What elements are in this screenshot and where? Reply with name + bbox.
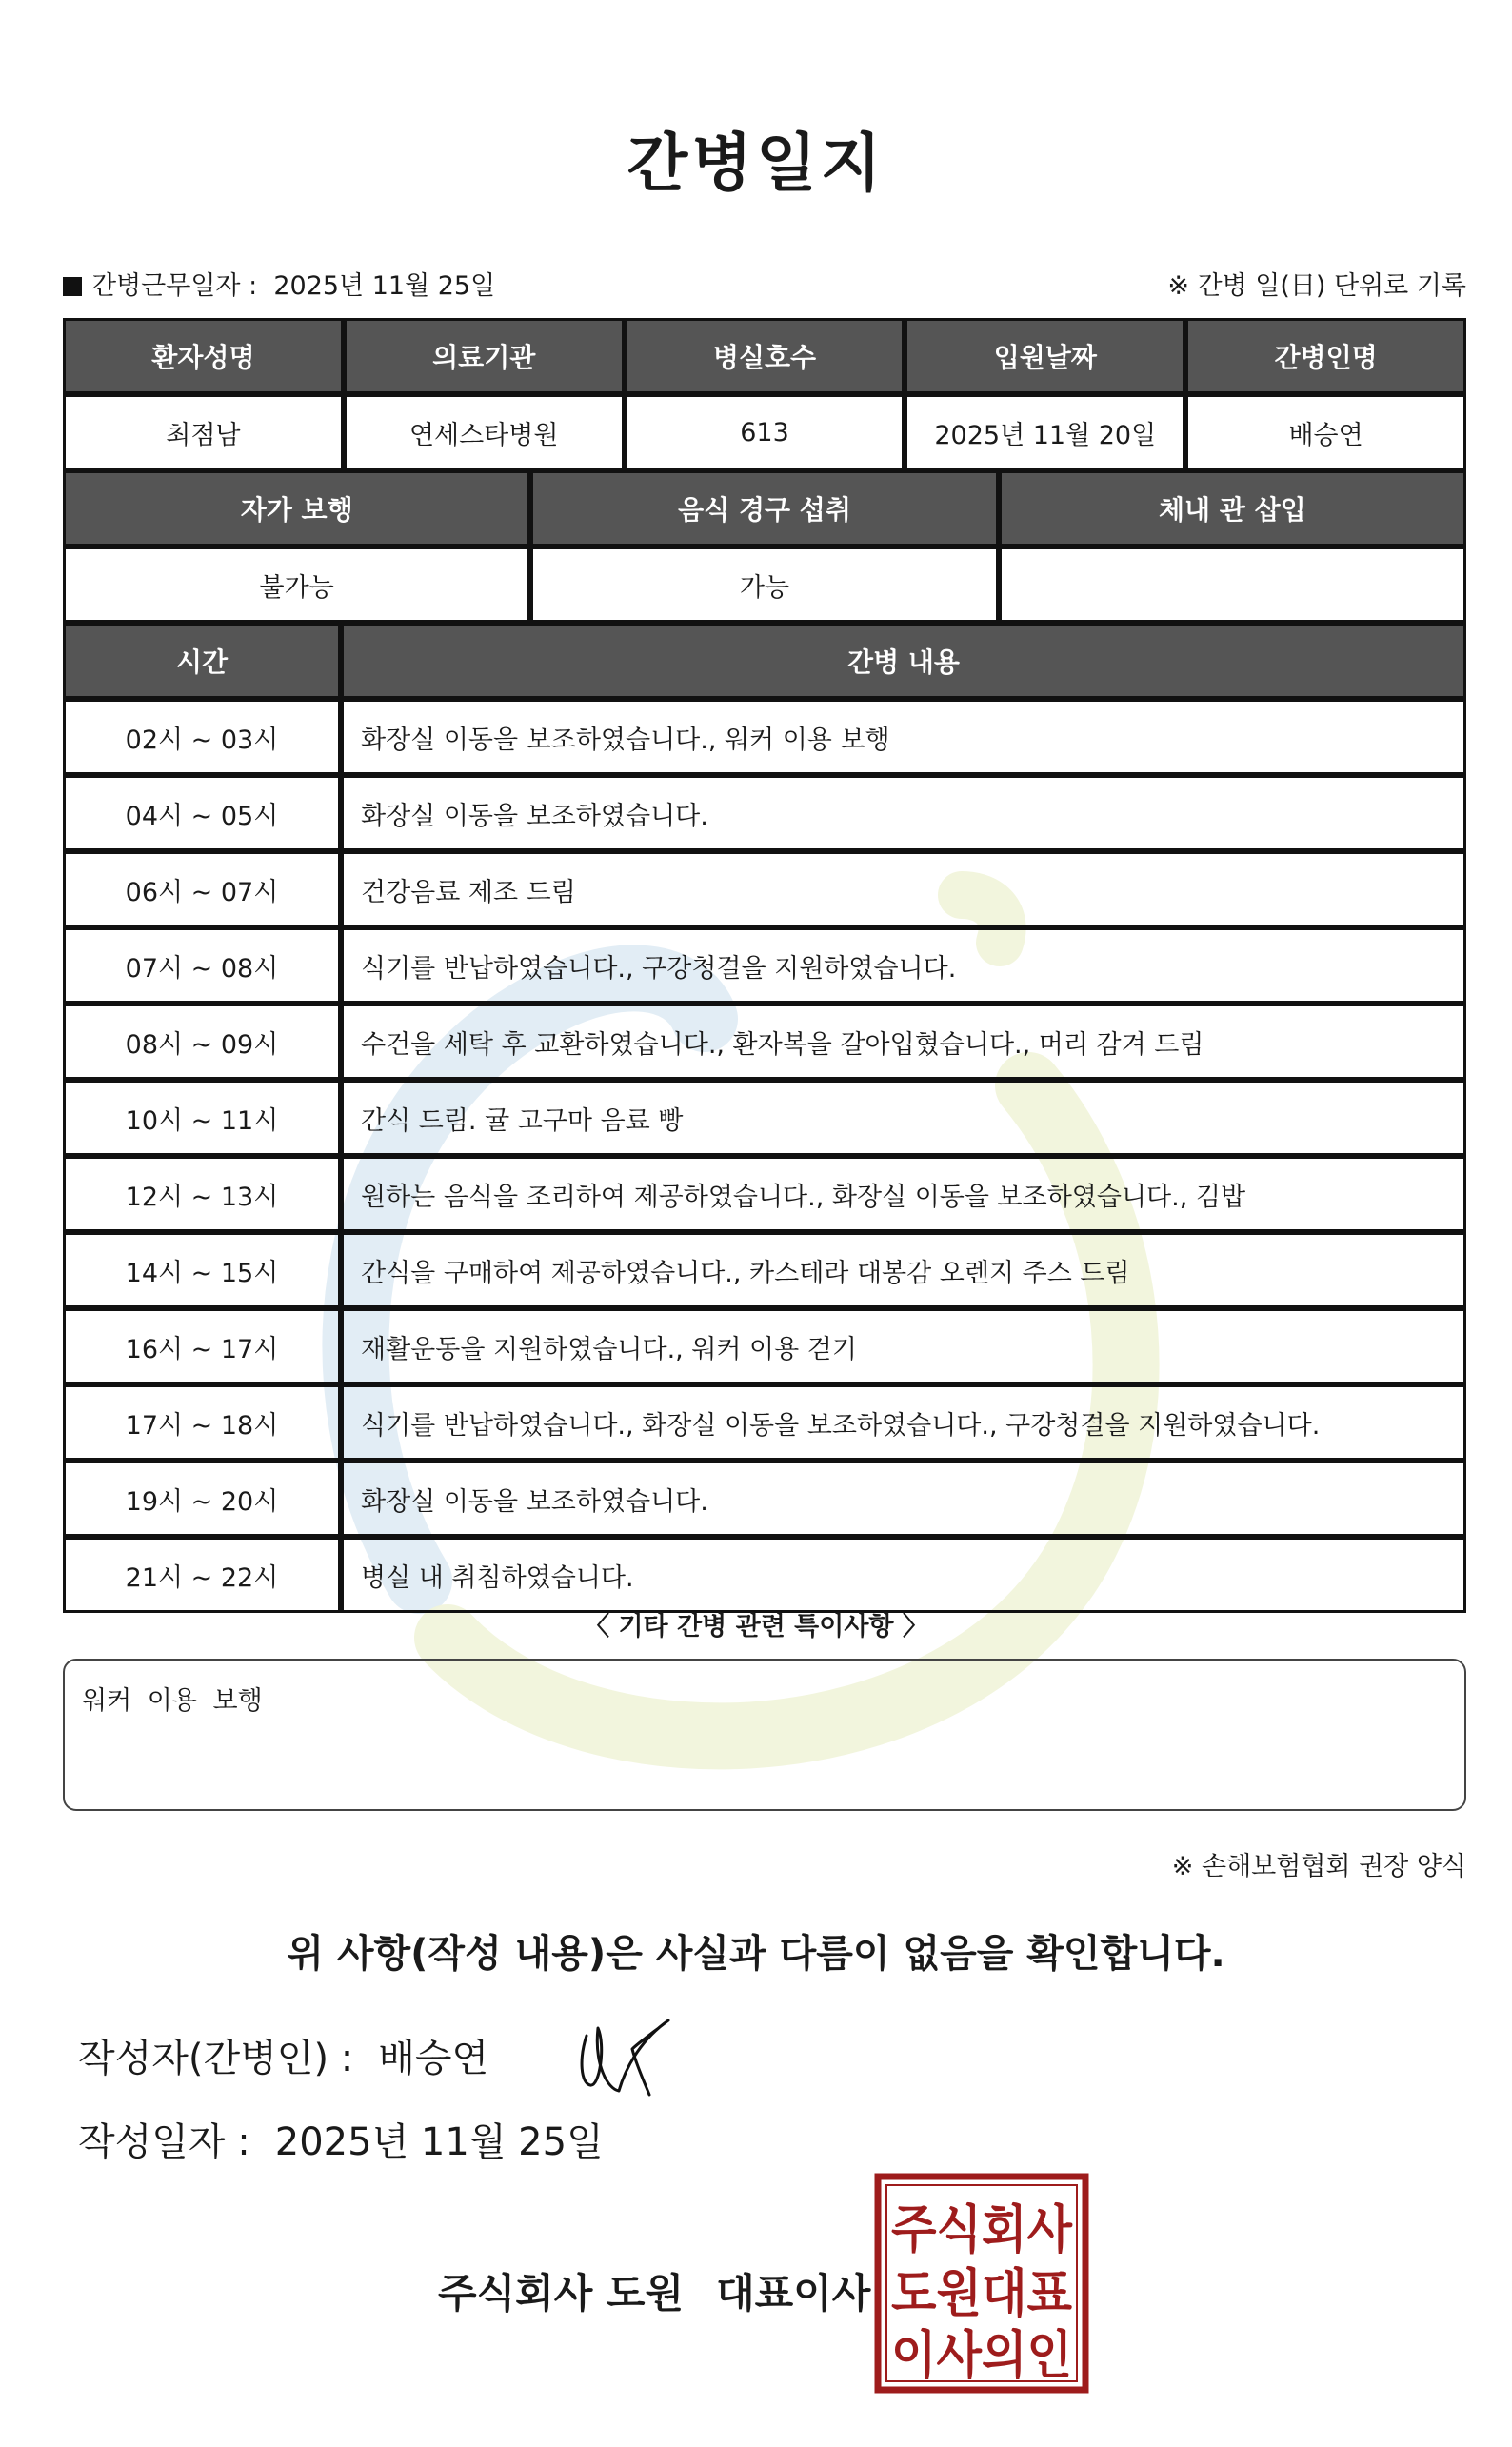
- header-hospital: 의료기관: [344, 318, 625, 394]
- company-name: 주식회사 도원: [438, 2270, 685, 2317]
- work-date: [63, 265, 495, 302]
- time-cell: 06시 ~ 07시: [63, 851, 341, 927]
- work-date-value: 2025년 11월 25일: [273, 271, 496, 301]
- self-walking-value: 불가능: [63, 547, 530, 623]
- content-cell: 식기를 반납하였습니다., 구강청결을 지원하였습니다.: [341, 927, 1466, 1004]
- time-cell: 08시 ~ 09시: [63, 1004, 341, 1080]
- content-cell: 화장실 이동을 보조하였습니다.: [341, 1461, 1466, 1537]
- table-row: [63, 1080, 1466, 1156]
- record-note: ※ 간병 일(日) 단위로 기록: [1167, 271, 1466, 301]
- company-signature: [438, 2262, 903, 2319]
- content-cell: 병실 내 취침하였습니다.: [341, 1537, 1466, 1613]
- room-number: 613: [625, 394, 905, 470]
- time-cell: 16시 ~ 17시: [63, 1308, 341, 1384]
- table-row: [63, 699, 1466, 775]
- time-cell: 17시 ~ 18시: [63, 1384, 341, 1461]
- table-row: [63, 1384, 1466, 1461]
- oral-intake-value: 가능: [530, 547, 998, 623]
- signature-image: [569, 2007, 674, 2102]
- header-oral-intake: 음식 경구 섭취: [530, 470, 998, 547]
- patient-name: 최점남: [63, 394, 344, 470]
- table-row: [63, 1537, 1466, 1613]
- time-cell: 19시 ~ 20시: [63, 1461, 341, 1537]
- hospital-name: 연세스타병원: [344, 394, 625, 470]
- content-cell: 식기를 반납하였습니다., 화장실 이동을 보조하였습니다., 구강청결을 지원하였습니다.: [341, 1384, 1466, 1461]
- tube-insertion-value: [999, 547, 1466, 623]
- table-row: [63, 1308, 1466, 1384]
- header-self-walking: 자가 보행: [63, 470, 530, 547]
- header-caregiver: 간병인명: [1185, 318, 1466, 394]
- content-cell: 화장실 이동을 보조하였습니다., 워커 이용 보행: [341, 699, 1466, 775]
- table-row: [63, 775, 1466, 851]
- header-admission-date: 입원날짜: [905, 318, 1185, 394]
- confirmation-statement: 위 사항(작성 내용)은 사실과 다름이 없음을 확인합니다.: [287, 1932, 1225, 1976]
- caregiver-name: 배승연: [1185, 394, 1466, 470]
- table-header-row: [63, 623, 1466, 699]
- page-title: 간병일지: [627, 127, 885, 200]
- table-row: [63, 1461, 1466, 1537]
- content-cell: 수건을 세탁 후 교환하였습니다., 환자복을 갈아입혔습니다., 머리 감겨 드림: [341, 1004, 1466, 1080]
- header-time: 시간: [63, 623, 341, 699]
- company-role: 대표이사: [716, 2270, 871, 2317]
- header-room: 병실호수: [625, 318, 905, 394]
- table-row: [63, 851, 1466, 927]
- content-cell: 간식 드림. 귤 고구마 음료 빵: [341, 1080, 1466, 1156]
- admission-date: 2025년 11월 20일: [905, 394, 1185, 470]
- content-cell: 재활운동을 지원하였습니다., 워커 이용 걷기: [341, 1308, 1466, 1384]
- table-row: [63, 927, 1466, 1004]
- header-patient-name: 환자성명: [63, 318, 344, 394]
- time-cell: 04시 ~ 05시: [63, 775, 341, 851]
- seal-line-1: 주식회사: [891, 2201, 1073, 2258]
- care-log-table: [63, 623, 1466, 1613]
- table-header-row: [63, 470, 1466, 547]
- work-date-label: 간병근무일자 :: [91, 271, 258, 301]
- square-bullet-icon: [63, 277, 82, 296]
- writer-name: 배승연: [378, 2037, 489, 2080]
- time-cell: 02시 ~ 03시: [63, 699, 341, 775]
- writer-label: 작성자(간병인) :: [78, 2037, 354, 2080]
- special-notes-box: [63, 1659, 1466, 1811]
- header-tube-insertion: 체내 관 삽입: [999, 470, 1466, 547]
- time-cell: 10시 ~ 11시: [63, 1080, 341, 1156]
- time-cell: 07시 ~ 08시: [63, 927, 341, 1004]
- table-row: [63, 547, 1466, 623]
- table-row: [63, 1004, 1466, 1080]
- seal-line-2: 도원대표: [891, 2265, 1072, 2322]
- special-notes-title: 〈 기타 간병 관련 특이사항 〉: [584, 1612, 928, 1641]
- seal-line-3: 이사의인: [891, 2327, 1072, 2384]
- special-notes-text: 워커 이용 보행: [82, 1686, 263, 1716]
- time-cell: 14시 ~ 15시: [63, 1232, 341, 1308]
- write-date-label: 작성일자 :: [78, 2120, 250, 2164]
- content-cell: 화장실 이동을 보조하였습니다.: [341, 775, 1466, 851]
- write-date-row: [78, 2112, 604, 2166]
- recommend-note: ※ 손해보험협회 권장 양식: [1171, 1852, 1466, 1881]
- content-cell: 간식을 구매하여 제공하였습니다., 카스테라 대봉감 오렌지 주스 드림: [341, 1232, 1466, 1308]
- time-cell: 21시 ~ 22시: [63, 1537, 341, 1613]
- time-cell: 12시 ~ 13시: [63, 1156, 341, 1232]
- table-header-row: [63, 318, 1466, 394]
- write-date-value: 2025년 11월 25일: [274, 2120, 604, 2164]
- writer-row: [78, 2028, 488, 2082]
- patient-info-table: [63, 318, 1466, 470]
- table-row: [63, 394, 1466, 470]
- content-cell: 건강음료 제조 드림: [341, 851, 1466, 927]
- patient-status-table: [63, 470, 1466, 623]
- table-row: [63, 1156, 1466, 1232]
- header-care-content: 간병 내용: [341, 623, 1466, 699]
- content-cell: 원하는 음식을 조리하여 제공하였습니다., 화장실 이동을 보조하였습니다., 김밥: [341, 1156, 1466, 1232]
- table-row: [63, 1232, 1466, 1308]
- company-seal: [874, 2173, 1089, 2394]
